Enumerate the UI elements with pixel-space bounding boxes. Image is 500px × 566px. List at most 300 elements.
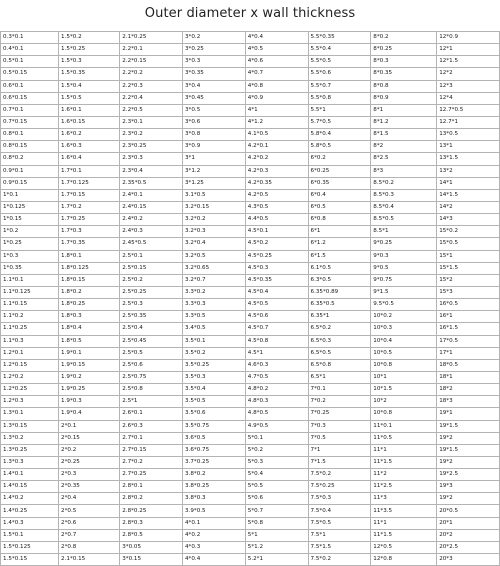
table-cell: 19*1.5 [437, 420, 500, 432]
table-cell: 2.2*0.5 [120, 104, 183, 116]
table-cell: 1.5*0.25 [59, 44, 120, 56]
table-cell: 12.7*0.5 [437, 104, 500, 116]
table-cell: 12*4 [437, 92, 500, 104]
table-cell: 8*0.25 [371, 44, 437, 56]
table-cell: 1.3*0.15 [1, 420, 59, 432]
table-cell: 0.8*0.15 [1, 141, 59, 153]
table-cell: 1.9*0.15 [59, 359, 120, 371]
table-cell: 5.5*0.5 [308, 56, 371, 68]
table-cell: 2.45*0.5 [120, 238, 183, 250]
table-cell: 19*2.5 [437, 469, 500, 481]
table-cell: 3.9*0.5 [183, 505, 246, 517]
table-cell: 2.3*0.25 [120, 141, 183, 153]
table-row [1, 347, 500, 359]
table-cell: 8*0.2 [371, 32, 437, 44]
table-cell: 8.5*0.4 [371, 201, 437, 213]
table-cell: 10*0.5 [371, 347, 437, 359]
table-cell: 5*0.3 [245, 456, 308, 468]
table-cell: 5*0.6 [245, 493, 308, 505]
table-cell: 13*2 [437, 165, 500, 177]
table-cell: 6.35*0.5 [308, 299, 371, 311]
table-row [1, 177, 500, 189]
table-cell: 6.35*1 [308, 311, 371, 323]
table-cell: 1.8*0.15 [59, 274, 120, 286]
table-cell: 1.6*0.4 [59, 153, 120, 165]
table-cell: 5.8*0.4 [308, 129, 371, 141]
table-row [1, 238, 500, 250]
table-cell: 7*0.25 [308, 408, 371, 420]
table-cell: 15*0.5 [437, 238, 500, 250]
table-cell: 1.4*0.2 [1, 493, 59, 505]
table-cell: 2.2*0.1 [120, 44, 183, 56]
table-cell: 5.5*0.6 [308, 68, 371, 80]
table-cell: 1.3*0.3 [1, 456, 59, 468]
table-row [1, 286, 500, 298]
table-cell: 3.5*0.1 [183, 335, 246, 347]
table-cell: 15*1.5 [437, 262, 500, 274]
table-cell: 4.8*0.3 [245, 396, 308, 408]
table-cell: 4.5*0.5 [245, 299, 308, 311]
table-cell: 6.35*0.89 [308, 286, 371, 298]
table-cell: 8.5*0.3 [371, 189, 437, 201]
table-cell: 3.6*0.5 [183, 432, 246, 444]
table-cell: 3*0.15 [120, 554, 183, 566]
table-cell: 7*0.2 [308, 396, 371, 408]
table-cell: 1*0.15 [1, 214, 59, 226]
table-row [1, 165, 500, 177]
table-row [1, 323, 500, 335]
table-cell: 9.5*0.5 [371, 299, 437, 311]
table-cell: 1.8*0.25 [59, 299, 120, 311]
table-cell: 3.6*0.75 [183, 444, 246, 456]
table-row [1, 68, 500, 80]
table-cell: 2.8*0.5 [120, 529, 183, 541]
table-cell: 1*0.35 [1, 262, 59, 274]
table-cell: 1.2*0.3 [1, 396, 59, 408]
table-cell: 4*0.9 [245, 92, 308, 104]
table-cell: 2*0.7 [59, 529, 120, 541]
table-cell: 1.7*0.15 [59, 189, 120, 201]
table-cell: 4.9*0.5 [245, 420, 308, 432]
table-cell: 4*1 [245, 104, 308, 116]
table-cell: 1.3*0.2 [1, 432, 59, 444]
table-cell: 1.8*0.5 [59, 335, 120, 347]
table-cell: 2.5*0.6 [120, 359, 183, 371]
table-cell: 2.8*0.3 [120, 517, 183, 529]
table-row [1, 371, 500, 383]
table-cell: 11*1 [371, 517, 437, 529]
table-cell: 3.5*0.2 [183, 347, 246, 359]
table-row [1, 32, 500, 44]
table-row [1, 92, 500, 104]
table-cell: 5.5*0.35 [308, 32, 371, 44]
table-cell: 1.6*0.1 [59, 104, 120, 116]
table-cell: 12.7*1 [437, 116, 500, 128]
table-cell: 1.3*0.1 [1, 408, 59, 420]
table-cell: 9*0.75 [371, 274, 437, 286]
table-cell: 4.5*0.8 [245, 335, 308, 347]
table-row [1, 541, 500, 553]
table-cell: 15*1 [437, 250, 500, 262]
table-cell: 10*0.2 [371, 311, 437, 323]
table-row [1, 359, 500, 371]
table-cell: 3*0.8 [183, 129, 246, 141]
table-cell: 3.8*0.25 [183, 481, 246, 493]
table-cell: 6*0.8 [308, 214, 371, 226]
table-cell: 2.3*0.3 [120, 153, 183, 165]
table-cell: 12*2 [437, 68, 500, 80]
table-row [1, 481, 500, 493]
table-cell: 3*0.05 [120, 541, 183, 553]
table-row [1, 44, 500, 56]
table-cell: 11*3 [371, 493, 437, 505]
table-cell: 8*1.2 [371, 116, 437, 128]
table-cell: 1.7*0.25 [59, 214, 120, 226]
table-cell: 2.5*0.35 [120, 311, 183, 323]
table-cell: 2.5*0.3 [120, 299, 183, 311]
table-cell: 4.2*0.3 [245, 165, 308, 177]
table-cell: 6*0.5 [308, 201, 371, 213]
table-cell: 5*0.2 [245, 444, 308, 456]
table-cell: 2.7*0.2 [120, 456, 183, 468]
table-cell: 16*0.5 [437, 299, 500, 311]
table-cell: 1.1*0.25 [1, 323, 59, 335]
table-cell: 2.2*0.4 [120, 92, 183, 104]
table-row [1, 214, 500, 226]
table-cell: 4.7*0.5 [245, 371, 308, 383]
table-cell: 7*0.5 [308, 432, 371, 444]
table-cell: 4*0.4 [245, 32, 308, 44]
table-cell: 5*0.4 [245, 469, 308, 481]
table-cell: 1.2*0.25 [1, 384, 59, 396]
table-cell: 14*1 [437, 177, 500, 189]
table-cell: 16*1.5 [437, 323, 500, 335]
table-cell: 1.7*0.3 [59, 226, 120, 238]
table-row [1, 335, 500, 347]
table-cell: 3*0.6 [183, 116, 246, 128]
table-row [1, 262, 500, 274]
table-cell: 3.8*0.2 [183, 469, 246, 481]
table-cell: 6*1.2 [308, 238, 371, 250]
table-cell: 2.5*0.15 [120, 262, 183, 274]
table-cell: 6.5*0.2 [308, 323, 371, 335]
table-cell: 2.5*0.1 [120, 250, 183, 262]
table-cell: 8*2.5 [371, 153, 437, 165]
table-cell: 8*2 [371, 141, 437, 153]
table-cell: 3.2*0.4 [183, 238, 246, 250]
table-row [1, 116, 500, 128]
table-cell: 8.5*1 [371, 226, 437, 238]
table-cell: 11*0.5 [371, 432, 437, 444]
table-cell: 0.7*0.15 [1, 116, 59, 128]
table-cell: 1.6*0.15 [59, 116, 120, 128]
table-cell: 8*0.3 [371, 56, 437, 68]
table-cell: 2.5*0.5 [120, 347, 183, 359]
table-cell: 2.7*0.1 [120, 432, 183, 444]
table-cell: 2.4*0.2 [120, 214, 183, 226]
table-cell: 2.2*0.3 [120, 80, 183, 92]
table-cell: 4.5*0.7 [245, 323, 308, 335]
table-cell: 9*0.25 [371, 238, 437, 250]
table-cell: 3.5*0.4 [183, 384, 246, 396]
table-cell: 4*0.4 [183, 554, 246, 566]
table-cell: 8.5*0.5 [371, 214, 437, 226]
table-cell: 18*0.5 [437, 359, 500, 371]
table-cell: 1.5*0.5 [59, 92, 120, 104]
table-cell: 1.1*0.125 [1, 286, 59, 298]
table-cell: 5.2*1 [245, 554, 308, 566]
table-cell: 4.5*1 [245, 347, 308, 359]
table-cell: 2.7*0.25 [120, 469, 183, 481]
table-cell: 17*1 [437, 347, 500, 359]
table-cell: 2.5*0.4 [120, 323, 183, 335]
table-cell: 7.5*0.5 [308, 517, 371, 529]
table-cell: 1.5*0.35 [59, 68, 120, 80]
table-cell: 4.2*0.1 [245, 141, 308, 153]
table-cell: 1.4*0.1 [1, 469, 59, 481]
table-cell: 1.1*0.2 [1, 311, 59, 323]
table-cell: 1.2*0.2 [1, 371, 59, 383]
table-cell: 11*1 [371, 444, 437, 456]
table-cell: 0.5*0.1 [1, 56, 59, 68]
table-cell: 1.4*0.15 [1, 481, 59, 493]
table-cell: 4.5*0.2 [245, 238, 308, 250]
table-cell: 11*0.1 [371, 420, 437, 432]
table-cell: 2*0.2 [59, 444, 120, 456]
table-cell: 1.6*0.3 [59, 141, 120, 153]
table-cell: 3.2*0.2 [183, 214, 246, 226]
table-cell: 12*3 [437, 80, 500, 92]
table-cell: 2*0.4 [59, 493, 120, 505]
table-cell: 7.5*0.4 [308, 505, 371, 517]
table-cell: 3.8*0.3 [183, 493, 246, 505]
table-cell: 3.3*0.3 [183, 299, 246, 311]
table-cell: 15*3 [437, 286, 500, 298]
table-row [1, 299, 500, 311]
table-cell: 19*3 [437, 481, 500, 493]
table-cell: 1.9*0.25 [59, 384, 120, 396]
table-cell: 10*2 [371, 396, 437, 408]
table-cell: 7.5*1 [308, 529, 371, 541]
table-cell: 6*0.4 [308, 189, 371, 201]
table-cell: 7.5*1.5 [308, 541, 371, 553]
table-cell: 1.7*0.35 [59, 238, 120, 250]
table-cell: 1.5*0.15 [1, 554, 59, 566]
table-cell: 4*0.8 [245, 80, 308, 92]
table-cell: 4*0.6 [245, 56, 308, 68]
table-cell: 2*0.6 [59, 517, 120, 529]
table-cell: 2.2*0.2 [120, 68, 183, 80]
table-cell: 4.1*0.5 [245, 129, 308, 141]
table-cell: 3*1 [183, 153, 246, 165]
table-cell: 1.2*0.15 [1, 359, 59, 371]
table-cell: 3.5*0.6 [183, 408, 246, 420]
table-cell: 2*0.3 [59, 469, 120, 481]
table-row [1, 104, 500, 116]
table-cell: 3.5*0.25 [183, 359, 246, 371]
table-cell: 4.4*0.5 [245, 214, 308, 226]
table-cell: 1.5*0.2 [59, 32, 120, 44]
table-cell: 0.5*0.15 [1, 68, 59, 80]
table-cell: 1.7*0.125 [59, 177, 120, 189]
table-cell: 1.3*0.25 [1, 444, 59, 456]
table-cell: 10*0.4 [371, 335, 437, 347]
table-cell: 19*2 [437, 432, 500, 444]
table-cell: 3.3*0.2 [183, 286, 246, 298]
table-cell: 4.3*0.5 [245, 201, 308, 213]
table-cell: 16*1 [437, 311, 500, 323]
table-cell: 1.5*0.125 [1, 541, 59, 553]
table-cell: 6*0.2 [308, 153, 371, 165]
table-cell: 5.5*0.8 [308, 92, 371, 104]
table-cell: 2*0.8 [59, 541, 120, 553]
table-cell: 4.5*0.35 [245, 274, 308, 286]
table-cell: 19*2 [437, 456, 500, 468]
table-cell: 6*0.35 [308, 177, 371, 189]
table-cell: 12*0.8 [371, 554, 437, 566]
table-cell: 9*1.5 [371, 286, 437, 298]
table-cell: 4.2*0.2 [245, 153, 308, 165]
table-cell: 4.5*0.6 [245, 311, 308, 323]
table-cell: 2.3*0.4 [120, 165, 183, 177]
table-cell: 7*0.1 [308, 384, 371, 396]
table-cell: 1.8*0.1 [59, 250, 120, 262]
table-cell: 2.8*0.2 [120, 493, 183, 505]
table-row [1, 396, 500, 408]
table-cell: 2.3*0.2 [120, 129, 183, 141]
table-cell: 6.5*0.5 [308, 347, 371, 359]
table-cell: 4.2*0.35 [245, 177, 308, 189]
table-cell: 0.6*0.15 [1, 92, 59, 104]
table-cell: 2*0.25 [59, 456, 120, 468]
table-cell: 1*0.25 [1, 238, 59, 250]
table-cell: 2.2*0.15 [120, 56, 183, 68]
table-cell: 2.5*0.45 [120, 335, 183, 347]
table-cell: 1.4*0.25 [1, 505, 59, 517]
table-cell: 20*1 [437, 517, 500, 529]
table-row [1, 153, 500, 165]
table-row [1, 493, 500, 505]
table-cell: 4.6*0.3 [245, 359, 308, 371]
table-cell: 1*0.1 [1, 189, 59, 201]
table-row [1, 505, 500, 517]
table-cell: 20*2 [437, 529, 500, 541]
table-cell: 11*3.5 [371, 505, 437, 517]
table-cell: 0.9*0.1 [1, 165, 59, 177]
table-cell: 7*1.5 [308, 456, 371, 468]
table-cell: 3.2*0.5 [183, 250, 246, 262]
table-cell: 3.2*0.3 [183, 226, 246, 238]
table-cell: 4.5*0.25 [245, 250, 308, 262]
table-cell: 7.5*0.2 [308, 469, 371, 481]
table-cell: 1*0.2 [1, 226, 59, 238]
table-cell: 2*0.5 [59, 505, 120, 517]
table-cell: 11*2.5 [371, 481, 437, 493]
table-cell: 3*0.2 [183, 32, 246, 44]
table-row [1, 274, 500, 286]
table-cell: 14*2 [437, 201, 500, 213]
table-cell: 11*1.5 [371, 529, 437, 541]
table-cell: 1.5*0.4 [59, 80, 120, 92]
table-cell: 0.9*0.15 [1, 177, 59, 189]
table-cell: 1.8*0.125 [59, 262, 120, 274]
table-cell: 0.3*0.1 [1, 32, 59, 44]
table-cell: 0.8*0.1 [1, 129, 59, 141]
table-cell: 1.7*0.1 [59, 165, 120, 177]
table-cell: 2*0.35 [59, 481, 120, 493]
table-cell: 1.7*0.2 [59, 201, 120, 213]
table-cell: 4*0.1 [183, 517, 246, 529]
table-cell: 3.7*0.25 [183, 456, 246, 468]
table-cell: 3.2*0.65 [183, 262, 246, 274]
table-row [1, 250, 500, 262]
table-cell: 20*3 [437, 554, 500, 566]
table-cell: 9*0.5 [371, 262, 437, 274]
table-cell: 3*0.35 [183, 68, 246, 80]
table-cell: 5.7*0.5 [308, 116, 371, 128]
table-cell: 5*1.2 [245, 541, 308, 553]
table-cell: 7.5*0.2 [308, 554, 371, 566]
table-cell: 3.3*0.5 [183, 311, 246, 323]
page-title: Outer diameter x wall thickness [144, 6, 356, 21]
table-cell: 3.5*0.75 [183, 420, 246, 432]
table-cell: 0.8*0.2 [1, 153, 59, 165]
table-cell: 1.4*0.3 [1, 517, 59, 529]
table-cell: 12*0.9 [437, 32, 500, 44]
table-cell: 3*1.2 [183, 165, 246, 177]
table-cell: 10*1 [371, 371, 437, 383]
table-cell: 6*1 [308, 226, 371, 238]
table-cell: 4*1.2 [245, 116, 308, 128]
table-cell: 1*0.125 [1, 201, 59, 213]
table-cell: 1.5*0.3 [59, 56, 120, 68]
table-cell: 14*1.5 [437, 189, 500, 201]
table-cell: 18*1 [437, 371, 500, 383]
size-table [0, 31, 500, 566]
table-cell: 15*2 [437, 274, 500, 286]
table-cell: 6.5*0.8 [308, 359, 371, 371]
table-row [1, 226, 500, 238]
table-cell: 2.8*0.1 [120, 481, 183, 493]
table-cell: 7.5*0.25 [308, 481, 371, 493]
table-cell: 3.2*0.15 [183, 201, 246, 213]
table-cell: 11*2 [371, 469, 437, 481]
table-row [1, 529, 500, 541]
table-cell: 7*1 [308, 444, 371, 456]
table-cell: 10*0.8 [371, 359, 437, 371]
table-cell: 7*0.3 [308, 420, 371, 432]
table-cell: 2*0.15 [59, 432, 120, 444]
table-cell: 4*0.7 [245, 68, 308, 80]
table-cell: 2.3*0.1 [120, 116, 183, 128]
table-cell: 4*0.2 [183, 529, 246, 541]
table-cell: 1.1*0.3 [1, 335, 59, 347]
table-cell: 17*0.5 [437, 335, 500, 347]
table-cell: 12*0.5 [371, 541, 437, 553]
table-cell: 1.6*0.2 [59, 129, 120, 141]
table-cell: 5*1 [245, 529, 308, 541]
table-row [1, 517, 500, 529]
table-cell: 14*3 [437, 214, 500, 226]
table-cell: 13*1 [437, 141, 500, 153]
table-cell: 3*1.25 [183, 177, 246, 189]
table-cell: 5*0.1 [245, 432, 308, 444]
table-row [1, 456, 500, 468]
table-cell: 8*0.9 [371, 92, 437, 104]
table-cell: 5*0.5 [245, 481, 308, 493]
table-cell: 0.6*0.1 [1, 80, 59, 92]
table-cell: 8*1.5 [371, 129, 437, 141]
